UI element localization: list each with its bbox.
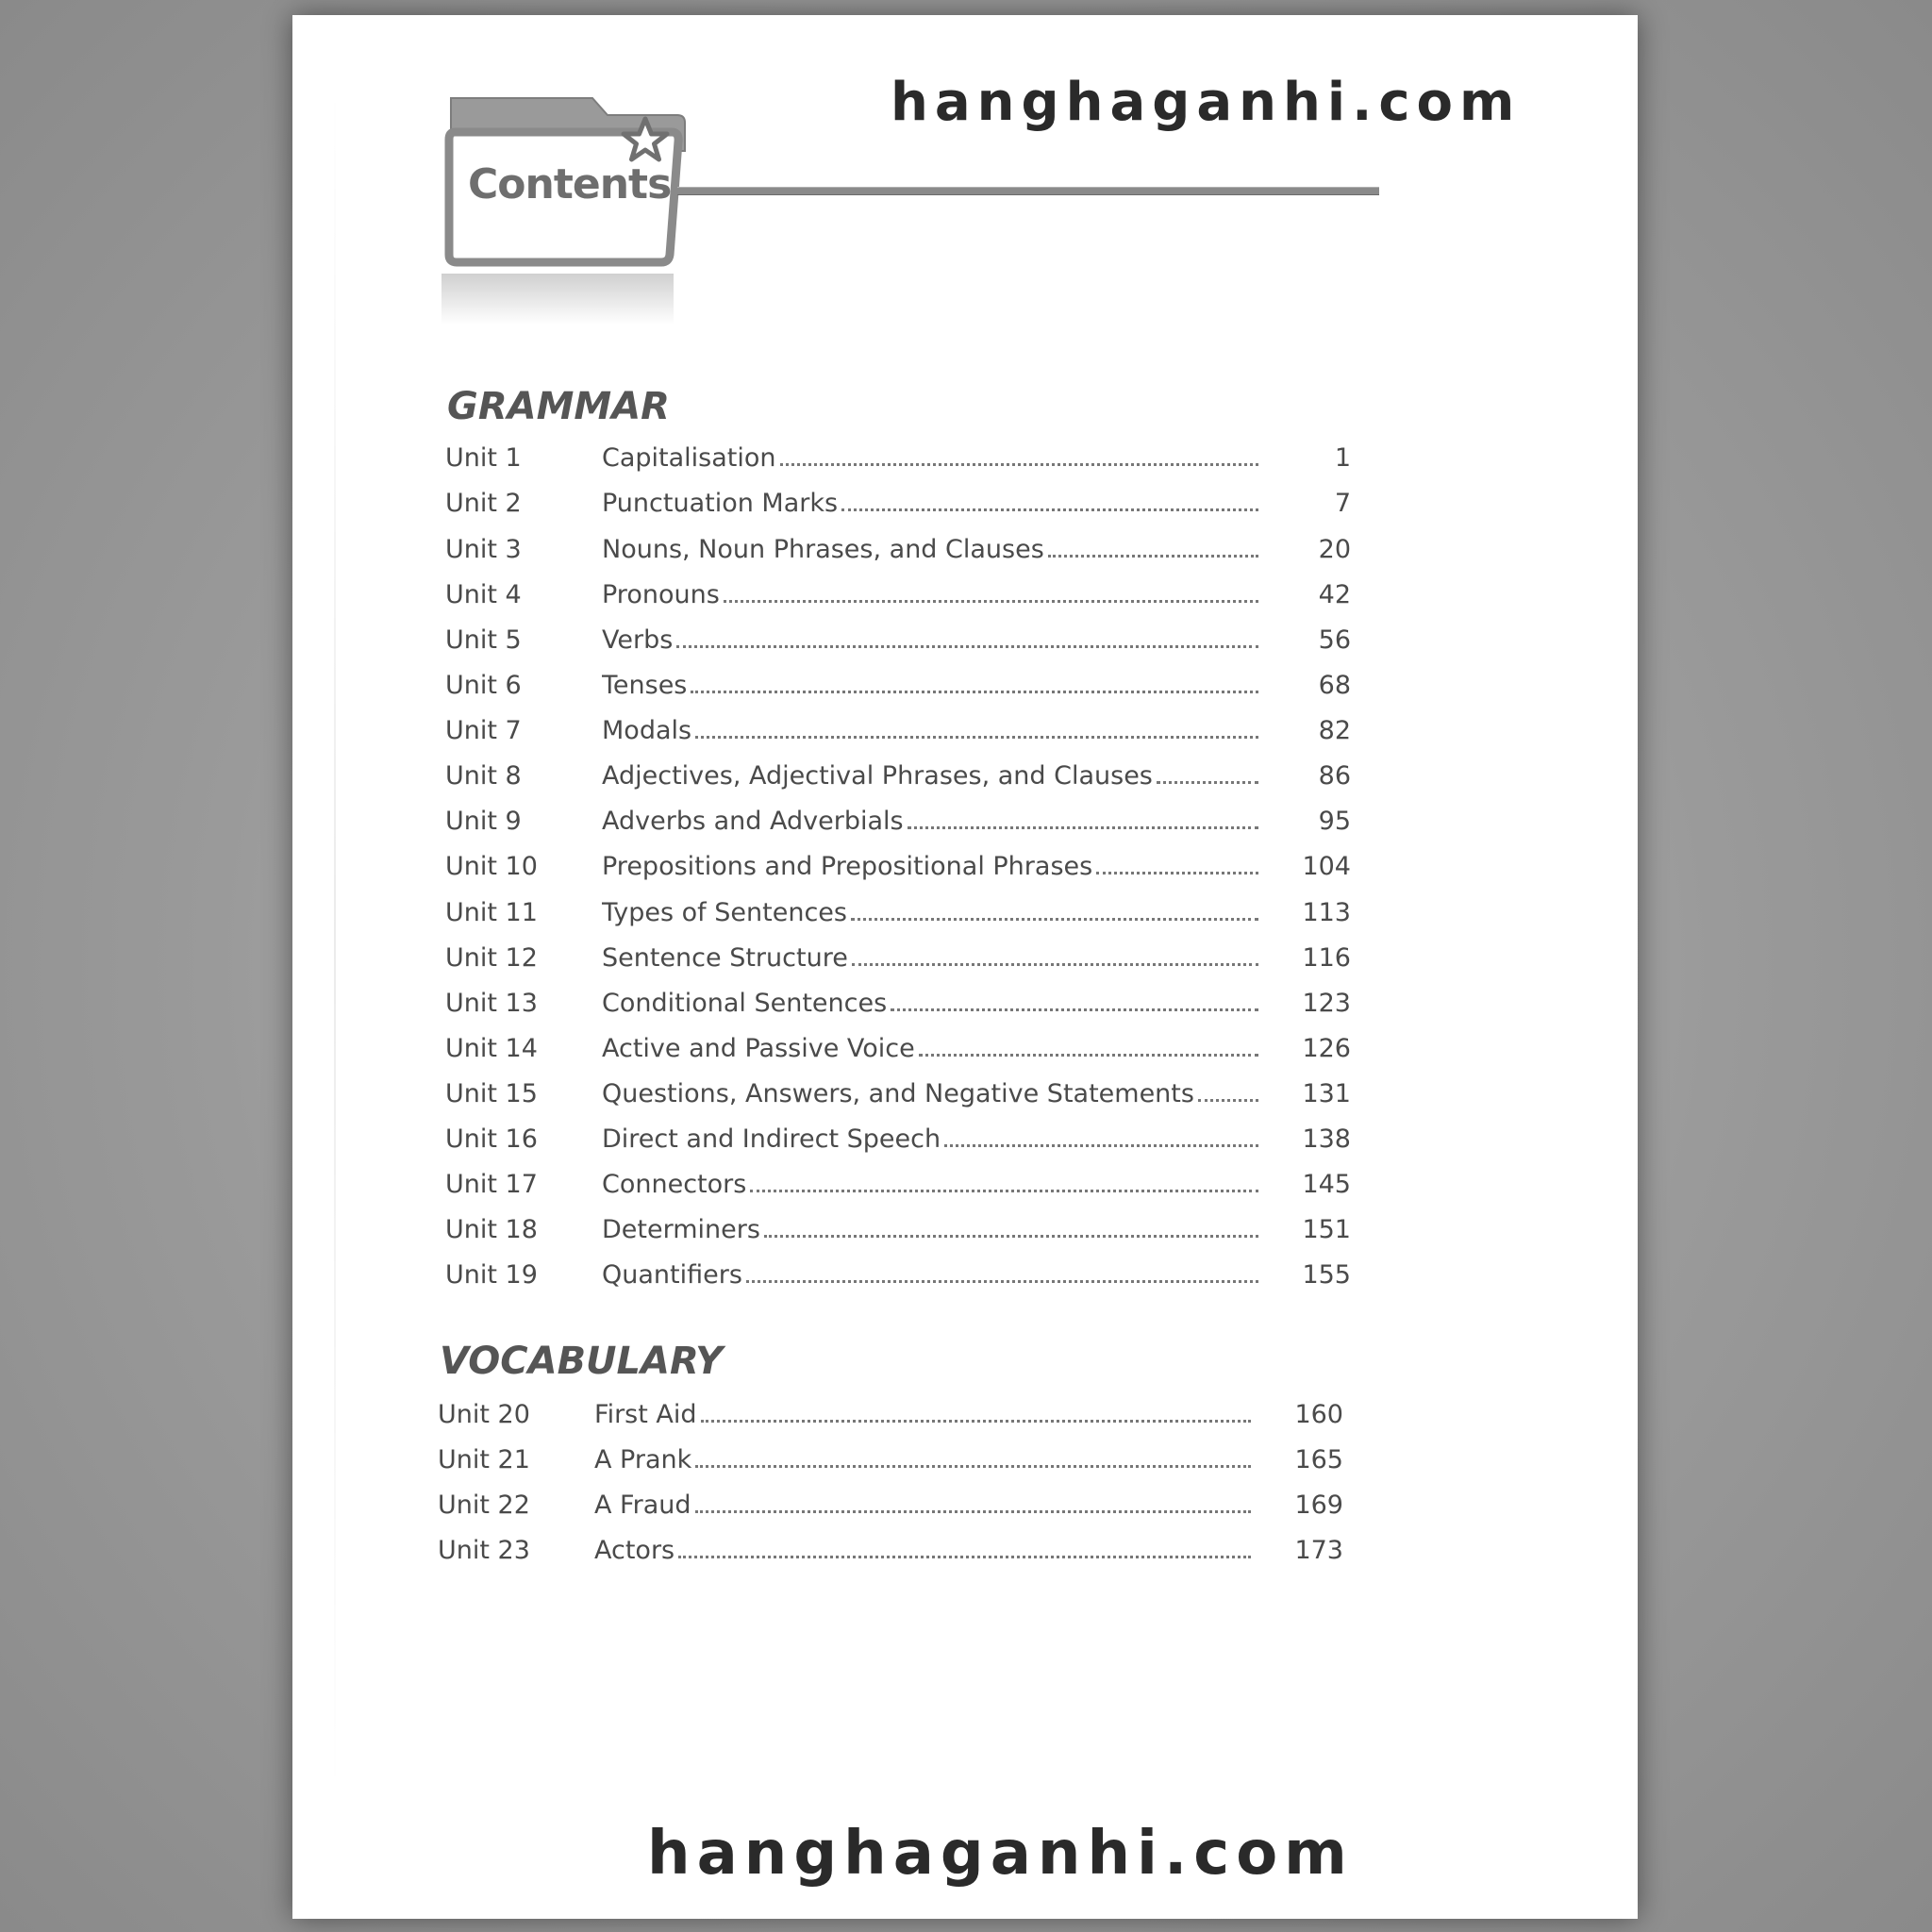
- toc-unit: Unit 14: [445, 1034, 538, 1063]
- dot-leader: [695, 1464, 1251, 1468]
- toc-title: Pronouns: [602, 580, 720, 609]
- toc-row[interactable]: [445, 625, 1351, 667]
- dot-leader: [724, 599, 1258, 603]
- toc-title: Nouns, Noun Phrases, and Clauses: [602, 535, 1044, 564]
- toc-row[interactable]: [445, 1124, 1351, 1166]
- toc-title: Sentence Structure: [602, 943, 848, 973]
- toc-title: First Aid: [594, 1400, 697, 1429]
- toc-title: Tenses: [602, 671, 688, 700]
- toc-row[interactable]: [438, 1491, 1343, 1532]
- toc-title: Quantifiers: [602, 1260, 742, 1290]
- toc-page-number: 42: [1318, 580, 1351, 609]
- toc-page-number: 104: [1302, 852, 1351, 881]
- dot-leader: [1096, 871, 1258, 874]
- dot-leader: [944, 1143, 1258, 1147]
- dot-leader: [780, 462, 1258, 466]
- section-heading-grammar: GRAMMAR: [447, 385, 670, 428]
- dot-leader: [746, 1279, 1258, 1283]
- toc-unit: Unit 22: [438, 1491, 530, 1520]
- toc-row[interactable]: [445, 943, 1351, 985]
- dot-leader: [676, 644, 1258, 648]
- toc-page-number: 151: [1302, 1215, 1351, 1244]
- toc-row[interactable]: [445, 1079, 1351, 1121]
- toc-page-number: 145: [1302, 1170, 1351, 1199]
- toc-unit: Unit 9: [445, 807, 522, 836]
- toc-unit: Unit 17: [445, 1170, 538, 1199]
- section-heading-vocabulary: VOCABULARY: [440, 1340, 724, 1383]
- toc-row[interactable]: [445, 852, 1351, 893]
- toc-title: Adverbs and Adverbials: [602, 807, 904, 836]
- toc-page-number: 113: [1302, 898, 1351, 927]
- toc-unit: Unit 18: [445, 1215, 538, 1244]
- toc-title: A Fraud: [594, 1491, 691, 1520]
- toc-unit: Unit 4: [445, 580, 522, 609]
- toc-page-number: 123: [1302, 989, 1351, 1018]
- toc-row[interactable]: [445, 761, 1351, 803]
- toc-page-number: 1: [1334, 443, 1351, 473]
- toc-title: Connectors: [602, 1170, 747, 1199]
- dot-leader: [678, 1555, 1251, 1558]
- toc-title: Modals: [602, 716, 692, 745]
- dot-leader: [695, 1509, 1251, 1513]
- toc-title: A Prank: [594, 1445, 692, 1474]
- toc-page-number: 95: [1318, 807, 1351, 836]
- dot-leader: [1157, 780, 1258, 784]
- toc-row[interactable]: [445, 1170, 1351, 1211]
- page-edge-shadow: [334, 81, 336, 1798]
- toc-row[interactable]: [445, 989, 1351, 1030]
- toc-title: Types of Sentences: [602, 898, 847, 927]
- toc-page-number: 173: [1294, 1536, 1343, 1565]
- dot-leader: [841, 508, 1258, 511]
- toc-title: Adjectives, Adjectival Phrases, and Clauses: [602, 761, 1153, 791]
- toc-unit: Unit 1: [445, 443, 522, 473]
- toc-row[interactable]: [445, 898, 1351, 940]
- toc-row[interactable]: [438, 1445, 1343, 1487]
- toc-unit: Unit 20: [438, 1400, 530, 1429]
- toc-unit: Unit 8: [445, 761, 522, 791]
- toc-row[interactable]: [445, 671, 1351, 712]
- toc-row[interactable]: [445, 535, 1351, 576]
- toc-title: Direct and Indirect Speech: [602, 1124, 941, 1154]
- toc-title: Active and Passive Voice: [602, 1034, 915, 1063]
- toc-page-number: 82: [1318, 716, 1351, 745]
- dot-leader: [908, 825, 1258, 829]
- watermark-bottom: hanghaganhi.com: [647, 1819, 1354, 1889]
- toc-row[interactable]: [445, 443, 1351, 485]
- toc-row[interactable]: [445, 489, 1351, 530]
- dot-leader: [891, 1008, 1258, 1011]
- toc-row[interactable]: [445, 716, 1351, 758]
- dot-leader: [1048, 554, 1258, 558]
- header-rule: [677, 187, 1379, 195]
- folder-reflection: [441, 274, 674, 325]
- toc-page-number: 68: [1318, 671, 1351, 700]
- dot-leader: [701, 1419, 1251, 1423]
- toc-page-number: 155: [1302, 1260, 1351, 1290]
- dot-leader: [695, 735, 1258, 739]
- toc-title: Verbs: [602, 625, 674, 655]
- toc-page-number: 20: [1318, 535, 1351, 564]
- contents-title: Contents: [468, 160, 672, 208]
- toc-unit: Unit 13: [445, 989, 538, 1018]
- toc-unit: Unit 10: [445, 852, 538, 881]
- dot-leader: [852, 962, 1258, 966]
- toc-unit: Unit 21: [438, 1445, 530, 1474]
- dot-leader: [919, 1053, 1258, 1057]
- toc-unit: Unit 11: [445, 898, 538, 927]
- toc-title: Actors: [594, 1536, 675, 1565]
- toc-page-number: 116: [1302, 943, 1351, 973]
- toc-unit: Unit 6: [445, 671, 522, 700]
- toc-title: Determiners: [602, 1215, 760, 1244]
- toc-unit: Unit 16: [445, 1124, 538, 1154]
- toc-row[interactable]: [445, 580, 1351, 622]
- toc-unit: Unit 5: [445, 625, 522, 655]
- dot-leader: [851, 917, 1258, 921]
- toc-page-number: 56: [1318, 625, 1351, 655]
- toc-unit: Unit 2: [445, 489, 522, 518]
- toc-unit: Unit 7: [445, 716, 522, 745]
- toc-unit: Unit 23: [438, 1536, 530, 1565]
- toc-title: Punctuation Marks: [602, 489, 839, 518]
- toc-unit: Unit 19: [445, 1260, 538, 1290]
- toc-row[interactable]: [445, 1215, 1351, 1257]
- dot-leader: [691, 690, 1258, 693]
- toc-page-number: 138: [1302, 1124, 1351, 1154]
- toc-title: Capitalisation: [602, 443, 776, 473]
- toc-title: Prepositions and Prepositional Phrases: [602, 852, 1093, 881]
- dot-leader: [1198, 1098, 1258, 1102]
- toc-page-number: 131: [1302, 1079, 1351, 1108]
- toc-title: Questions, Answers, and Negative Statements: [602, 1079, 1194, 1108]
- toc-unit: Unit 3: [445, 535, 522, 564]
- toc-row[interactable]: [438, 1400, 1343, 1441]
- toc-page-number: 7: [1334, 489, 1351, 518]
- toc-page-number: 160: [1294, 1400, 1343, 1429]
- toc-row[interactable]: [445, 1260, 1351, 1302]
- toc-page-number: 169: [1294, 1491, 1343, 1520]
- toc-page-number: 165: [1294, 1445, 1343, 1474]
- toc-unit: Unit 12: [445, 943, 538, 973]
- toc-row[interactable]: [438, 1536, 1343, 1577]
- toc-title: Conditional Sentences: [602, 989, 888, 1018]
- toc-unit: Unit 15: [445, 1079, 538, 1108]
- toc-row[interactable]: [445, 807, 1351, 848]
- toc-page-number: 126: [1302, 1034, 1351, 1063]
- toc-page-number: 86: [1318, 761, 1351, 791]
- toc-row[interactable]: [445, 1034, 1351, 1075]
- watermark-top: hanghaganhi.com: [891, 72, 1522, 133]
- dot-leader: [764, 1234, 1258, 1238]
- dot-leader: [750, 1189, 1258, 1192]
